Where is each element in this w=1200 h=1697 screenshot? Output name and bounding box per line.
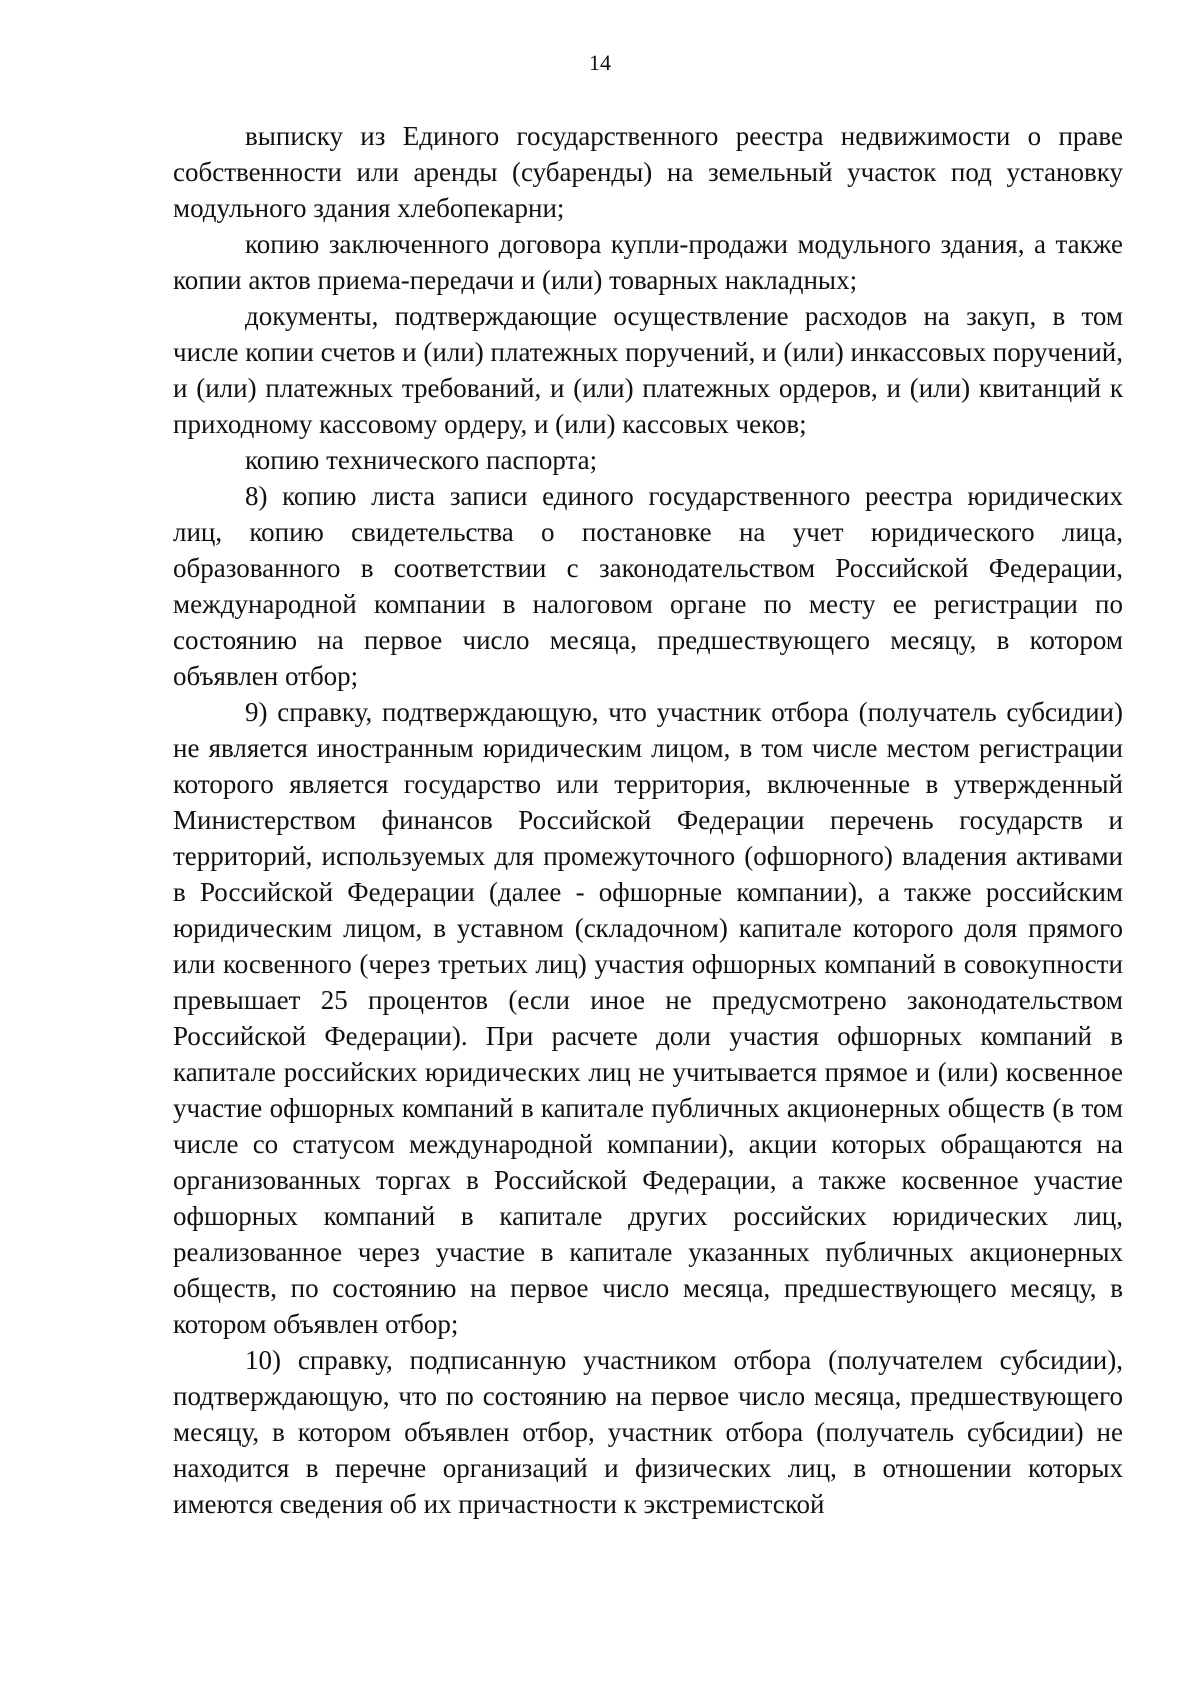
document-body <box>173 118 1123 1522</box>
paragraph-egrn-extract: выписку из Единого государственного реестра недвижимости о праве собственности или аренды (субаренды) на земельный участок под установку модульного здания хлебопекарни; <box>173 121 1123 223</box>
page-number: 14 <box>589 50 611 75</box>
paragraph-item-8: 8) копию листа записи единого государственного реестра юридических лиц, копию свидетельства о постановке на учет юридического лица, образованного в соответствии с законодательством Российской Федерации, международной компании в налоговом органе по месту ее регистрации по состоянию на первое число месяца, предшествующего месяцу, в котором объявлен отбор; <box>173 481 1123 691</box>
paragraph-item-10: 10) справку, подписанную участником отбора (получателем субсидии), подтверждающую, что по состоянию на первое число месяца, предшествующего месяцу, в котором объявлен отбор, участник отбора (получатель субсидии) не находится в перечне организаций и физических лиц, в отношении которых имеются сведения об их причастности к экстремистской <box>173 1345 1123 1519</box>
paragraph-technical-passport: копию технического паспорта; <box>245 445 598 475</box>
paragraph-item-9: 9) справку, подтверждающую, что участник отбора (получатель субсидии) не является иностранным юридическим лицом, в том числе местом регистрации которого является государство или территория, включенные в утвержденный Министерством финансов Российской Федерации перечень государств и территорий, используемых для промежуточного (офшорного) владения активами в Российской Федерации (далее - офшорные компании), а также российским юридическим лицом, в уставном (складочном) капитале которого доля прямого или косвенного (через третьих лиц) участия офшорных компаний в совокупности превышает 25 процентов (если иное не предусмотрено законодательством Российской Федерации). При расчете доли участия офшорных компаний в капитале российских юридических лиц не учитывается прямое и (или) косвенное участие офшорных компаний в капитале публичных акционерных обществ (в том числе со статусом международной компании), акции которых обращаются на организованных торгах в Российской Федерации, а также косвенное участие офшорных компаний в капитале других российских юридических лиц, реализованное через участие в капитале указанных публичных акционерных обществ, по состоянию на первое число месяца, предшествующего месяцу, в котором объявлен отбор; <box>173 697 1123 1339</box>
paragraph-purchase-contract: копию заключенного договора купли-продажи модульного здания, а также копии актов приема-передачи и (или) товарных накладных; <box>173 229 1123 295</box>
paragraph-expense-documents: документы, подтверждающие осуществление расходов на закуп, в том числе копии счетов и (или) платежных поручений, и (или) инкассовых поручений, и (или) платежных требований, и (или) платежных ордеров, и (или) квитанций к приходному кассовому ордеру, и (или) кассовых чеков; <box>173 301 1123 439</box>
